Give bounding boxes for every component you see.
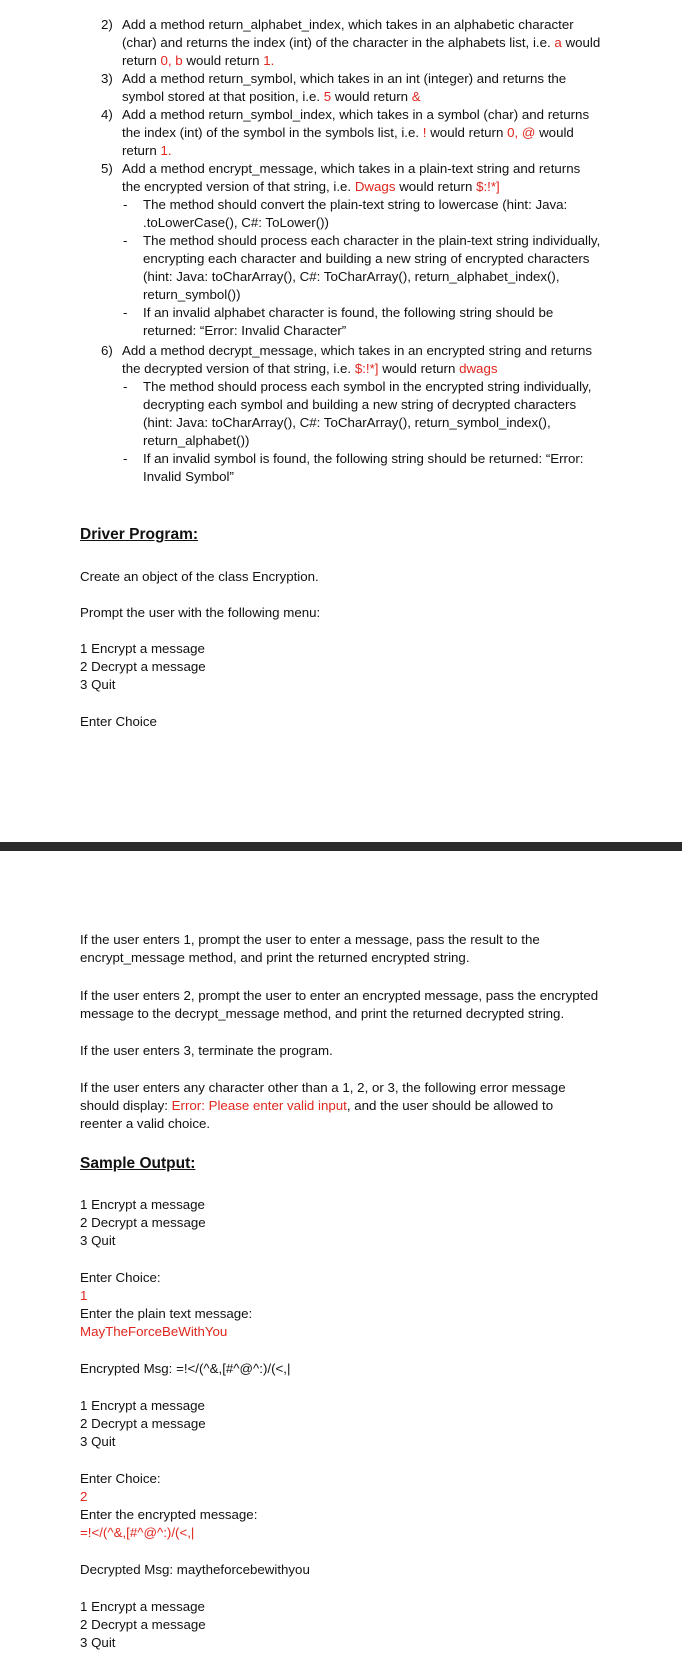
- item-line: Add a method return_symbol, which takes in an int (integer) and returns the: [122, 71, 567, 86]
- bullet-dash: -: [123, 197, 128, 212]
- sub-item-line: (hint: Java: toCharArray(), C#: ToCharArray(), return_symbol_index(),: [143, 415, 551, 430]
- paragraph: If the user enters any character other than a 1, 2, or 3, the following error message: [80, 1080, 566, 1095]
- menu-option: 2 Decrypt a message: [80, 1215, 206, 1230]
- menu-prompt: Enter Choice:: [80, 1270, 161, 1285]
- item-line: the encrypted version of that string, i.e. Dwags would return $:!*]: [122, 179, 500, 194]
- item-line: symbol stored at that position, i.e. 5 would return &: [122, 89, 421, 104]
- sub-item-line: The method should process each symbol in the encrypted string individually,: [143, 379, 592, 394]
- sub-item-line: If an invalid alphabet character is found, the following string should be: [143, 305, 554, 320]
- item-number: 5): [101, 161, 113, 176]
- page-separator: [0, 842, 682, 851]
- menu-option: 2 Decrypt a message: [80, 659, 206, 674]
- menu-option: 3 Quit: [80, 1434, 116, 1449]
- sub-item-line: (hint: Java: toCharArray(), C#: ToCharArray(), return_alphabet_index(),: [143, 269, 560, 284]
- menu-option: 2 Decrypt a message: [80, 1416, 206, 1431]
- driver-program-heading: Driver Program:: [80, 526, 199, 543]
- sub-item-line: If an invalid symbol is found, the following string should be returned: “Error:: [143, 451, 584, 466]
- menu-option: 1 Encrypt a message: [80, 641, 205, 656]
- sub-item-line: The method should convert the plain-text string to lowercase (hint: Java:: [143, 197, 568, 212]
- sub-item-line: encrypting each character and building a new string of encrypted characters: [143, 251, 590, 266]
- paragraph: If the user enters 3, terminate the program.: [80, 1043, 333, 1058]
- paragraph: If the user enters 2, prompt the user to enter an encrypted message, pass the encrypted: [80, 988, 599, 1003]
- user-input: MayTheForceBeWithYou: [80, 1324, 228, 1339]
- sample-output-heading: Sample Output:: [80, 1155, 196, 1172]
- output-text: Decrypted Msg: maytheforcebewithyou: [80, 1562, 310, 1577]
- menu-prompt: Enter Choice: [80, 714, 157, 729]
- item-line: Add a method encrypt_message, which takes in a plain-text string and returns: [122, 161, 581, 176]
- item-line: return 0, b would return 1.: [122, 53, 275, 68]
- paragraph: Prompt the user with the following menu:: [80, 605, 321, 620]
- item-number: 2): [101, 17, 113, 32]
- item-number: 6): [101, 343, 113, 358]
- user-input: =!</(^&,[#^@^:)/(<,|: [80, 1525, 195, 1540]
- menu-option: 1 Encrypt a message: [80, 1197, 205, 1212]
- output-text: Encrypted Msg: =!</(^&,[#^@^:)/(<,|: [80, 1361, 291, 1376]
- item-line: Add a method return_alphabet_index, which takes in an alphabetic character: [122, 17, 574, 32]
- item-line: the index (int) of the symbol in the symbols list, i.e. ! would return 0, @ would: [122, 125, 574, 140]
- paragraph: Create an object of the class Encryption.: [80, 569, 319, 584]
- menu-option: 3 Quit: [80, 1233, 116, 1248]
- error-message-text: Error: Please enter valid input: [171, 1098, 347, 1113]
- menu-option: 2 Decrypt a message: [80, 1617, 206, 1632]
- menu-option: 1 Encrypt a message: [80, 1599, 205, 1614]
- document-page-2: [0, 851, 682, 1662]
- sub-item-line: return_symbol()): [143, 287, 241, 302]
- user-input: 2: [80, 1489, 88, 1504]
- sub-item-line: Invalid Symbol”: [143, 469, 234, 484]
- menu-option: 3 Quit: [80, 1635, 116, 1650]
- bullet-dash: -: [123, 233, 128, 248]
- menu-option: 1 Encrypt a message: [80, 1398, 205, 1413]
- item-number: 4): [101, 107, 113, 122]
- item-line: Add a method decrypt_message, which takes in an encrypted string and returns: [122, 343, 593, 358]
- menu-prompt: Enter Choice:: [80, 1471, 161, 1486]
- paragraph: message to the decrypt_message method, and print the returned decrypted string.: [80, 1006, 565, 1021]
- bullet-dash: -: [123, 305, 128, 320]
- prompt-text: Enter the encrypted message:: [80, 1507, 258, 1522]
- item-line: (char) and returns the index (int) of the character in the alphabets list, i.e. a would: [122, 35, 601, 50]
- menu-option: 3 Quit: [80, 677, 116, 692]
- bullet-dash: -: [123, 379, 128, 394]
- sub-item-line: returned: “Error: Invalid Character”: [143, 323, 347, 338]
- bullet-dash: -: [123, 451, 128, 466]
- item-line: return 1.: [122, 143, 172, 158]
- item-number: 3): [101, 71, 113, 86]
- sub-item-line: return_alphabet()): [143, 433, 250, 448]
- sub-item-line: .toLowerCase(), C#: ToLower()): [143, 215, 329, 230]
- sub-item-line: The method should process each character in the plain-text string individually,: [143, 233, 601, 248]
- prompt-text: Enter the plain text message:: [80, 1306, 253, 1321]
- sub-item-line: decrypting each symbol and building a new string of decrypted characters: [143, 397, 577, 412]
- item-line: the decrypted version of that string, i.e. $:!*] would return dwags: [122, 361, 498, 376]
- item-line: Add a method return_symbol_index, which takes in a symbol (char) and returns: [122, 107, 590, 122]
- user-input: 1: [80, 1288, 88, 1303]
- paragraph: encrypt_message method, and print the returned encrypted string.: [80, 950, 470, 965]
- paragraph: reenter a valid choice.: [80, 1116, 211, 1131]
- paragraph: should display: Error: Please enter valid input, and the user should be allowed to: [80, 1098, 554, 1113]
- paragraph: If the user enters 1, prompt the user to enter a message, pass the result to the: [80, 932, 540, 947]
